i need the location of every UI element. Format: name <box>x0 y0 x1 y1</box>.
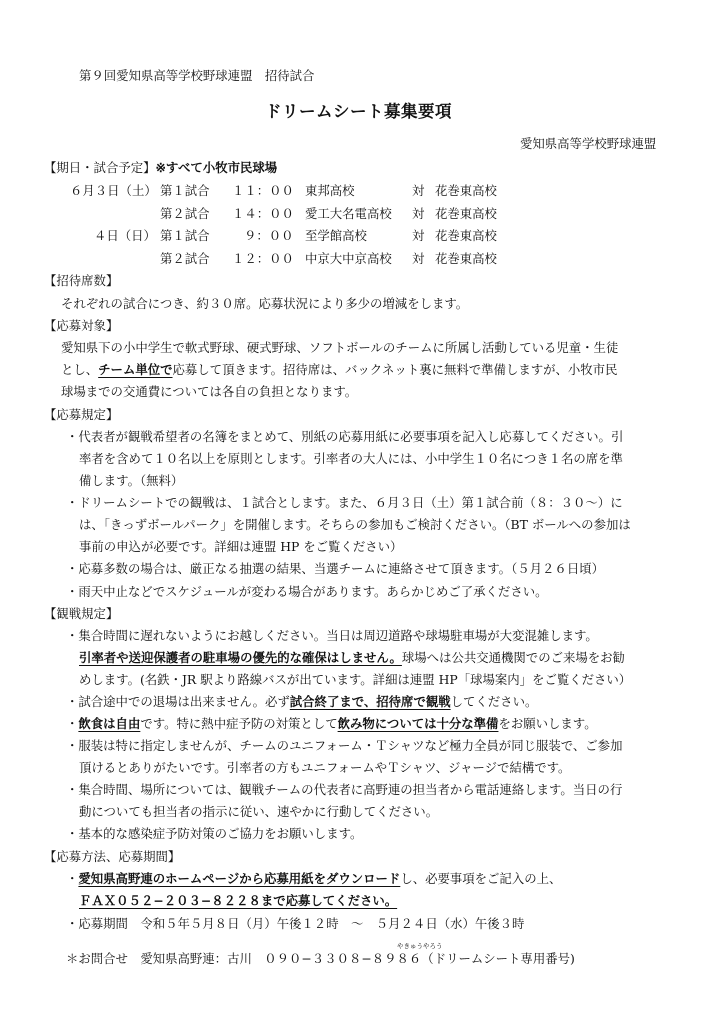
schedule-game: 第２試合 <box>160 251 210 266</box>
document-subtitle: 第９回愛知県高等学校野球連盟 招待試合 <box>79 68 315 83</box>
method-1-line-1 <box>66 873 561 885</box>
target-text: 応募して頂きます。招待席は、バックネット裏に無料で準備しますが、小牧市民 <box>172 362 618 377</box>
target-line-3: 球場までの交通費については各自の負担となります。 <box>61 384 358 399</box>
schedule-time: １２：００ <box>232 251 294 266</box>
document-title: ドリームシート募集要項 <box>265 102 452 121</box>
schedule-game: 第１試合 <box>160 183 210 198</box>
schedule-game: 第２試合 <box>160 206 210 221</box>
target-line-1: 愛知県下の小中学生で軟式野球、硬式野球、ソフトボールのチームに所属し活動している児童・生徒 <box>61 340 619 355</box>
watching-5-line-2: 動についても担当者の指示に従い、速やかに行動してください。 <box>79 804 439 819</box>
watching-heading: 【観戦規定】 <box>44 606 119 621</box>
contact-info: ＊お問合せ 愛知県高野連：古川 ０９０−３３０８−８９８６（ドリームシート専用番号) <box>66 951 575 966</box>
schedule-vs: 対 <box>412 228 425 243</box>
watching-text: してください。 <box>450 694 538 709</box>
target-heading: 【応募対象】 <box>44 318 119 333</box>
method-text: し、必要事項をご記入の上、 <box>400 871 562 886</box>
target-line-2 <box>61 364 617 376</box>
food-free-emphasis: 飲食は自由 <box>78 716 141 731</box>
venue-note: ※すべて小牧市民球場 <box>155 160 278 175</box>
watching-3 <box>66 718 597 730</box>
seats-text: それぞれの試合につき、約３０席。応募状況により多少の増減をします。 <box>61 296 469 311</box>
rule-1-line-3: 備します。（無料） <box>79 473 184 488</box>
stay-until-end-emphasis: 試合終了まで、招待席で観戦 <box>289 694 451 709</box>
schedule-game: 第１試合 <box>160 228 210 243</box>
watching-4-line-2: 頂けるとありがたいです。引率者の方もユニフォームやＴシャツ、ジャージで結構です。 <box>79 760 571 775</box>
schedule-vs: 対 <box>412 251 425 266</box>
phone-ruby: やきゅうやろう <box>397 942 443 950</box>
method-bullet: ・ <box>66 871 79 886</box>
team-unit-emphasis: チーム単位で <box>98 362 173 377</box>
schedule-team1: 中京大中京高校 <box>305 251 392 266</box>
watching-text: 球場へは公共交通機関でのご来場をお勧 <box>401 650 625 665</box>
watching-text: をお願いします。 <box>498 716 597 731</box>
download-form-emphasis: 愛知県高野連のホームページから応募用紙をダウンロード <box>78 871 401 886</box>
watching-text: です。特に熱中症予防の対策として <box>140 716 338 731</box>
rule-2-line-2: は、「きっずボールパーク」を開催します。そちらの参加もご検討ください。（BT ボールへの参加は <box>79 517 631 532</box>
rule-4: ・雨天中止などでスケジュールが変わる場合があります。あらかじめご了承ください。 <box>66 584 548 599</box>
schedule-team1: 愛工大名電高校 <box>305 206 392 221</box>
rule-1-line-2: 率者を含めて１０名以上を原則とします。引率者の大人には、小中学生１０名につき１名の席を準 <box>79 451 623 466</box>
watching-6: ・基本的な感染症予防対策のご協力をお願いします。 <box>66 826 363 841</box>
drinks-emphasis: 飲み物については十分な準備 <box>337 716 499 731</box>
rule-1-line-1: ・代表者が観戦希望者の名簿をまとめて、別紙の応募用紙に必要事項を記入し応募してください。引 <box>66 429 624 444</box>
schedule-team1: 東邦高校 <box>305 183 355 198</box>
rule-3: ・応募多数の場合は、厳正なる抽選の結果、当選チームに連絡させて頂きます。（５月２６日頃） <box>66 561 604 576</box>
rule-2-line-3: 事前の申込が必要です。詳細は連盟 HP をご覧ください） <box>79 539 403 554</box>
organizer-name: 愛知県高等学校野球連盟 <box>520 136 657 151</box>
schedule-heading: 【期日・試合予定】 <box>44 160 156 175</box>
schedule-time: １１：００ <box>232 183 294 198</box>
target-text: とし、 <box>61 362 99 377</box>
schedule-date: ４日（日） <box>94 228 156 243</box>
watching-5-line-1: ・集合時間、場所については、観戦チームの代表者に高野連の担当者から電話連絡します。当日の行 <box>66 782 623 797</box>
schedule-team2: 花巻東高校 <box>435 206 497 221</box>
watching-1-line-3: めします。(名鉄・JR 駅より路線バスが出ています。詳細は連盟 HP「球場案内」をご覧ください） <box>79 672 632 687</box>
watching-2 <box>66 696 537 708</box>
seats-heading: 【招待席数】 <box>44 273 119 288</box>
rules-heading: 【応募規定】 <box>44 407 119 422</box>
fax-number-emphasis: ＦＡＸ０５２−２０３−８２２８まで応募してください。 <box>79 893 398 908</box>
schedule-team2: 花巻東高校 <box>435 228 497 243</box>
schedule-vs: 対 <box>412 206 425 221</box>
schedule-time: １４：００ <box>232 206 294 221</box>
application-period: ・応募期間 令和５年５月８日（月）午後１２時 〜 ５月２４日（水）午後３時 <box>66 916 525 931</box>
schedule-time: ９：００ <box>244 228 294 243</box>
watching-text: ・試合途中での退場は出来ません。必ず <box>66 694 290 709</box>
watching-1-line-1: ・集合時間に遅れないようにお越しください。当日は周辺道路や球場駐車場が大変混雑します。 <box>66 628 598 643</box>
watching-1-line-2 <box>79 652 625 664</box>
watching-text: ・ <box>66 716 79 731</box>
schedule-team1: 至学館高校 <box>305 228 367 243</box>
schedule-heading-row <box>44 162 277 174</box>
rule-2-line-1: ・ドリームシートでの観戦は、１試合とします。また、６月３日（土）第１試合前（８：３０〜）に <box>66 495 623 510</box>
schedule-vs: 対 <box>412 183 425 198</box>
schedule-date: ６月３日（土） <box>70 183 157 198</box>
schedule-team2: 花巻東高校 <box>435 183 497 198</box>
schedule-team2: 花巻東高校 <box>435 251 497 266</box>
method-heading: 【応募方法、応募期間】 <box>44 849 181 864</box>
parking-notice: 引率者や送迎保護者の駐車場の優先的な確保はしません。 <box>79 650 402 665</box>
watching-4-line-1: ・服装は特に指定しませんが、チームのユニフォーム・Ｔシャツなど極力全員が同じ服装で、ご参加 <box>66 738 623 753</box>
